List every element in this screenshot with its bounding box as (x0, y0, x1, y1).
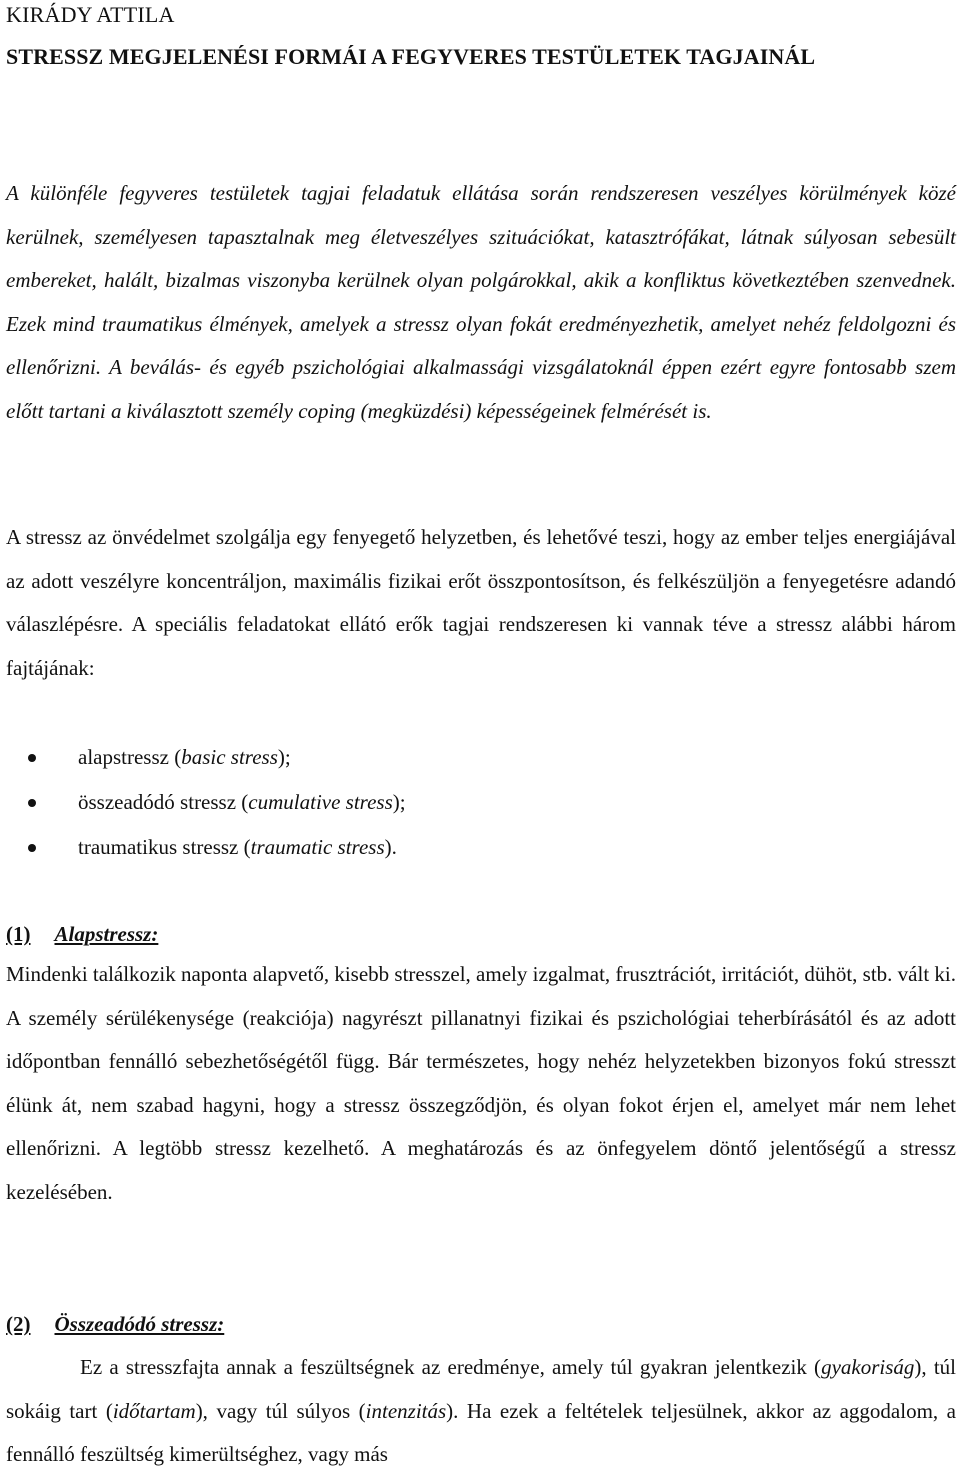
list-item: összeadódó stressz (cumulative stress); (6, 780, 406, 825)
bullet-icon (28, 844, 36, 852)
section-number: (1) (6, 922, 31, 946)
bullet-icon (28, 754, 36, 762)
section-title: Alapstressz: (54, 922, 159, 946)
stress-paragraph: A stressz az önvédelmet szolgálja egy fenyegető helyzetben, és lehetővé teszi, hogy az ember teljes energiájával az adott veszélyre koncentráljon, maximális fizikai erőt összpontosítson, és felkészüljön a fenyegetésre adandó válaszlépésre. A speciális feladatokat ellátó erők tagjai rendszeresen ki vannak téve a stressz alábbi három fajtájának: (6, 525, 956, 680)
list-item: alapstressz (basic stress); (6, 735, 406, 780)
section-number: (2) (6, 1312, 31, 1336)
document-title: STRESSZ MEGJELENÉSI FORMÁI A FEGYVERES TESTÜLETEK TAGJAINÁL (6, 44, 816, 69)
bullet-icon (28, 799, 36, 807)
term-duration: időtartam (112, 1398, 196, 1423)
intro-paragraph: A különféle fegyveres testületek tagjai feladatuk ellátása során rendszeresen veszélyes körülmények közé kerülnek, személyesen tapasztalnak meg életveszélyes szituációkat, katasztrófákat, látnak súlyosan sebesült embereket, halált, bizalmas viszonyba kerülnek olyan polgárokkal, akik a konfliktus következtében szenvednek. Ezek mind traumatikus élmények, amelyek a stressz olyan fokát eredményezhetik, amelyet nehéz feldolgozni és ellenőrizni. A beválás- és egyéb pszichológiai alkalmassági vizsgálatoknál éppen ezért egyre fontosabb szem előtt tartani a kiválasztott személy coping (megküzdési) képességeinek felmérését is. (6, 181, 956, 423)
stress-type-name: alapstressz (78, 745, 169, 769)
section-heading-osszeadodo-stressz (6, 1311, 224, 1337)
author-name: KIRÁDY ATTILA (6, 2, 175, 27)
stress-type-english: traumatic stress (250, 835, 385, 859)
section-heading-alapstressz (6, 921, 158, 947)
osszeadodo-stressz-paragraph: Ez a stresszfajta annak a feszültségnek az eredménye, amely túl gyakran jelentkezik (gyakoriság), túl sokáig tart (időtartam), vagy túl súlyos (intenzitás). Ha ezek a feltételek teljesülnek, akkor az aggodalom, a fennálló feszültség kimerültséghez, vagy más (6, 1355, 956, 1466)
section-title: Összeadódó stressz: (54, 1312, 225, 1336)
stress-type-name: összeadódó stressz (78, 790, 237, 814)
stress-type-english: cumulative stress (248, 790, 393, 814)
stress-type-english: basic stress (181, 745, 278, 769)
stress-types-list (6, 735, 406, 870)
stress-type-name: traumatikus stressz (78, 835, 239, 859)
list-item: traumatikus stressz (traumatic stress). (6, 825, 406, 870)
alapstressz-paragraph: Mindenki találkozik naponta alapvető, kisebb stresszel, amely izgalmat, frusztrációt, irritációt, dühöt, stb. vált ki. A személy sérülékenysége (reakciója) nagyrészt pillanatnyi fizikai és pszichológiai teherbírásától és az adott időpontban fennálló sebezhetőségétől függ. Bár természetes, hogy nehéz helyzetekben bizonyos fokú stresszt élünk át, nem szabad hagyni, hogy a stressz összegződjön, és olyan fokot érjen el, amelyet már nem lehet ellenőrizni. A legtöbb stressz kezelhető. A meghatározás és az önfegyelem döntő jelentőségű a stressz kezelésében. (6, 962, 956, 1204)
term-frequency: gyakoriság (821, 1355, 915, 1379)
term-intensity: intenzitás (365, 1398, 447, 1423)
